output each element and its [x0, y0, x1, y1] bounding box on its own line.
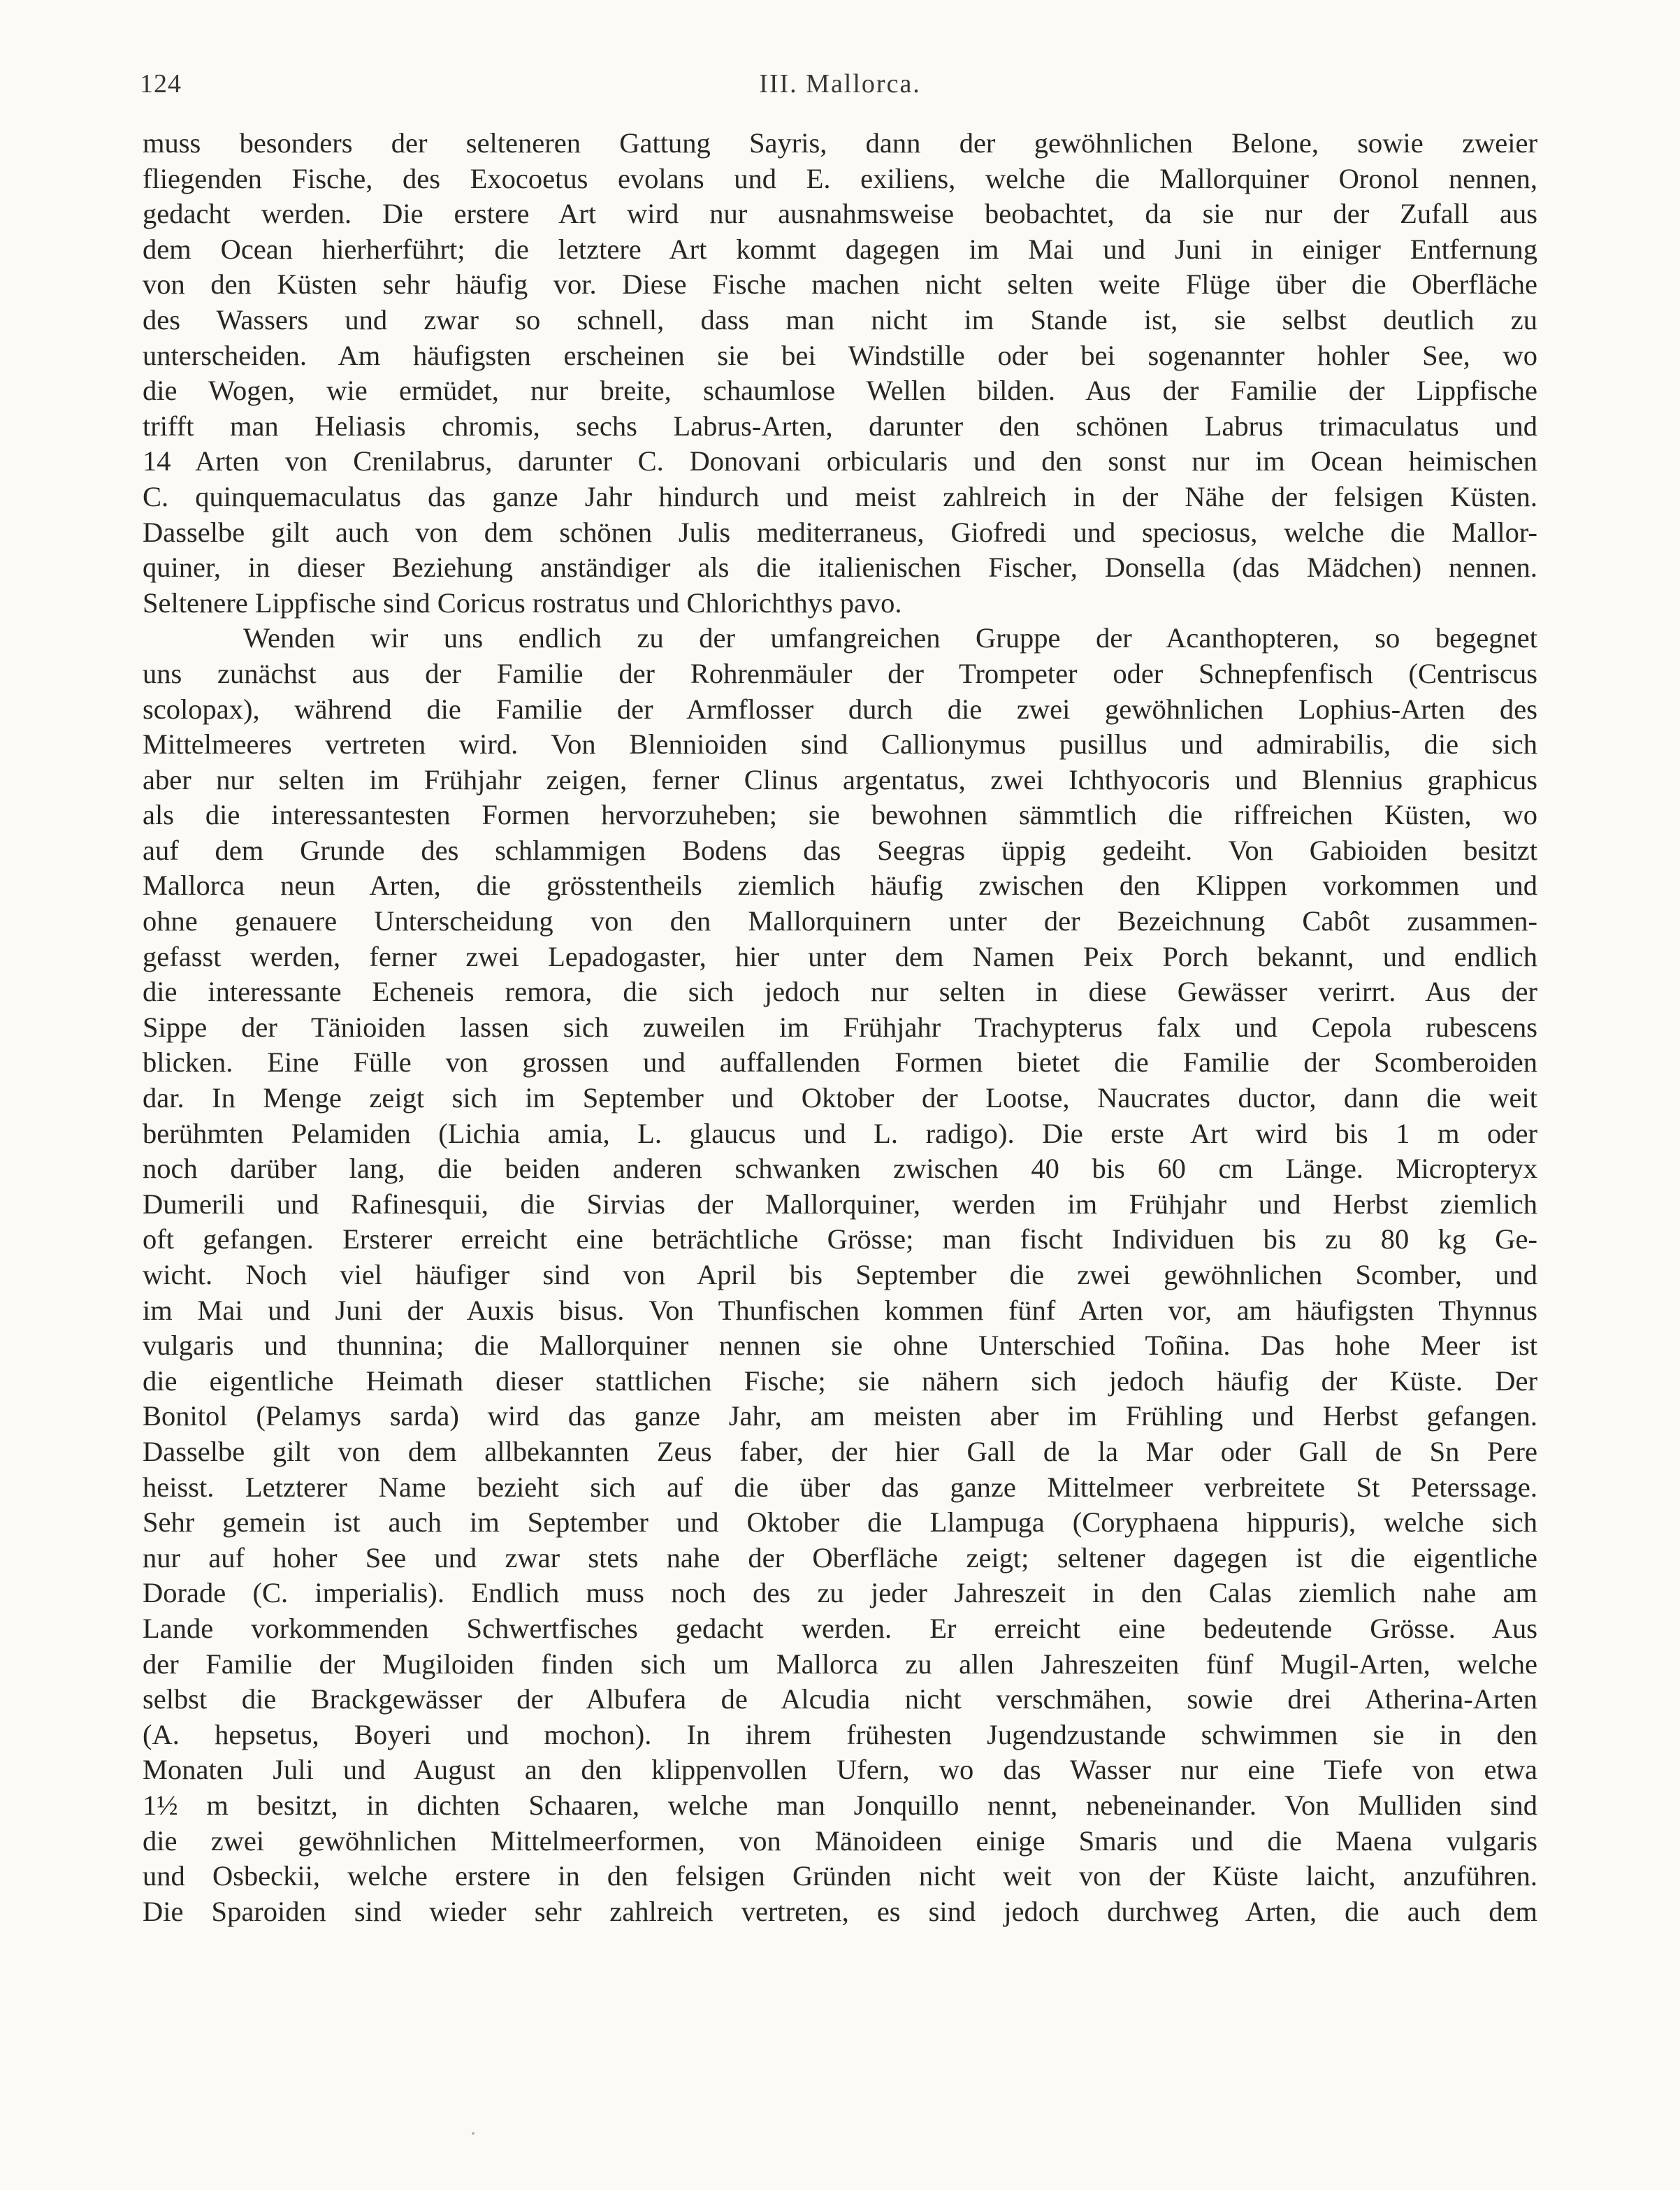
- text-line: die zwei gewöhnlichen Mittelmeerformen, von Mänoideen einige Smaris und die Maena vulgaris: [143, 1824, 1537, 1857]
- text-line: selbst die Brackgewässer der Albufera de Alcudia nicht verschmähen, sowie drei Atherina-Arten: [143, 1683, 1537, 1715]
- text-line: auf dem Grunde des schlammigen Bodens das Seegras üppig gedeiht. Von Gabioiden besitzt: [143, 834, 1537, 866]
- text-line: muss besonders der selteneren Gattung Sayris, dann der gewöhnlichen Belone, sowie zweier: [143, 127, 1537, 159]
- text-line: Dasselbe gilt von dem allbekannten Zeus faber, der hier Gall de la Mar oder Gall de Sn Pere: [143, 1435, 1537, 1467]
- text-line: die eigentliche Heimath dieser stattlichen Fische; sie nähern sich jedoch häufig der Küste. Der: [143, 1364, 1537, 1397]
- text-line: blicken. Eine Fülle von grossen und auffallenden Formen bietet die Familie der Scomberoiden: [143, 1046, 1537, 1079]
- running-header: [140, 69, 1540, 110]
- text-line: uns zunächst aus der Familie der Rohrenmäuler der Trompeter oder Schnepfenfisch (Centriscus: [143, 657, 1537, 689]
- text-line: unterscheiden. Am häufigsten erscheinen sie bei Windstille oder bei sogenannter hohler See, wo: [143, 339, 1537, 371]
- text-line: scolopax), während die Familie der Armflosser durch die zwei gewöhnlichen Lophius-Arten des: [143, 693, 1537, 725]
- text-line: (A. hepsetus, Boyeri und mochon). In ihrem frühesten Jugendzustande schwimmen sie in den: [143, 1718, 1537, 1750]
- chapter-title: III. Mallorca.: [759, 69, 921, 99]
- text-line: quiner, in dieser Beziehung anständiger als die italienischen Fischer, Donsella (das Mädchen) nennen.: [143, 552, 1537, 584]
- text-line: vulgaris und thunnina; die Mallorquiner nennen sie ohne Unterschied Toñina. Das hohe Meer ist: [143, 1330, 1537, 1362]
- text-line: Bonitol (Pelamys sarda) wird das ganze Jahr, am meisten aber im Frühling und Herbst gefangen.: [143, 1400, 1537, 1432]
- text-line: Lande vorkommenden Schwertfisches gedacht werden. Er erreicht eine bedeutende Grösse. Aus: [143, 1612, 1537, 1644]
- text-line: oft gefangen. Ersterer erreicht eine beträchtliche Grösse; man fischt Individuen bis zu 80 kg Ge-: [143, 1223, 1537, 1255]
- text-line: gefasst werden, ferner zwei Lepadogaster, hier unter dem Namen Peix Porch bekannt, und endlich: [143, 940, 1537, 972]
- text-line: ohne genauere Unterscheidung von den Mallorquinern unter der Bezeichnung Cabôt zusammen-: [143, 905, 1537, 937]
- text-line: Sehr gemein ist auch im September und Oktober die Llampuga (Coryphaena hippuris), welche sich: [143, 1506, 1537, 1539]
- text-line: 14 Arten von Crenilabrus, darunter C. Donovani orbicularis und den sonst nur im Ocean heimischen: [143, 445, 1537, 477]
- text-line: als die interessantesten Formen hervorzuheben; sie bewohnen sämmtlich die riffreichen Küsten, wo: [143, 799, 1537, 831]
- text-line: Mittelmeeres vertreten wird. Von Blennioiden sind Callionymus pusillus und admirabilis, die sich: [143, 728, 1537, 761]
- text-line: berühmten Pelamiden (Lichia amia, L. glaucus und L. radigo). Die erste Art wird bis 1 m oder: [143, 1117, 1537, 1149]
- text-line: und Osbeckii, welche erstere in den felsigen Gründen nicht weit von der Küste laicht, anzuführen.: [143, 1860, 1537, 1892]
- body-text: [143, 126, 1537, 1929]
- text-line: die Wogen, wie ermüdet, nur breite, schaumlose Wellen bilden. Aus der Familie der Lippfische: [143, 375, 1537, 407]
- text-line: Die Sparoiden sind wieder sehr zahlreich vertreten, es sind jedoch durchweg Arten, die auch dem: [143, 1895, 1537, 1927]
- text-line: Mallorca neun Arten, die grösstentheils ziemlich häufig zwischen den Klippen vorkommen und: [143, 870, 1537, 902]
- text-line: C. quinquemaculatus das ganze Jahr hindurch und meist zahlreich in der Nähe der felsigen Küsten.: [143, 480, 1537, 512]
- text-line: fliegenden Fische, des Exocoetus evolans und E. exiliens, welche die Mallorquiner Oronol nennen,: [143, 162, 1537, 194]
- text-line: des Wassers und zwar so schnell, dass man nicht im Stande ist, sie selbst deutlich zu: [143, 303, 1537, 336]
- text-line: wicht. Noch viel häufiger sind von April bis September die zwei gewöhnlichen Scomber, und: [143, 1259, 1537, 1290]
- text-line: im Mai und Juni der Auxis bisus. Von Thunfischen kommen fünf Arten vor, am häufigsten Thynnus: [143, 1294, 1537, 1326]
- text-line: der Familie der Mugiloiden finden sich um Mallorca zu allen Jahreszeiten fünf Mugil-Arten, welche: [143, 1648, 1537, 1680]
- page-speck: [472, 2132, 475, 2135]
- text-line: Sippe der Tänioiden lassen sich zuweilen im Frühjahr Trachypterus falx und Cepola rubescens: [143, 1011, 1537, 1043]
- text-line: aber nur selten im Frühjahr zeigen, ferner Clinus argentatus, zwei Ichthyocoris und Blennius graphicus: [143, 763, 1537, 795]
- text-line: Dasselbe gilt auch von dem schönen Julis mediterraneus, Giofredi und speciosus, welche die Mallor-: [143, 516, 1537, 548]
- text-line: Dorade (C. imperialis). Endlich muss noch des zu jeder Jahreszeit in den Calas ziemlich nahe am: [143, 1577, 1537, 1609]
- text-line: die interessante Echeneis remora, die sich jedoch nur selten in diese Gewässer verirrt. Aus der: [143, 976, 1537, 1008]
- text-line: Dumerili und Rafinesquii, die Sirvias der Mallorquiner, werden im Frühjahr und Herbst ziemlich: [143, 1188, 1537, 1220]
- text-line: noch darüber lang, die beiden anderen schwanken zwischen 40 bis 60 cm Länge. Micropteryx: [143, 1153, 1537, 1185]
- text-line: gedacht werden. Die erstere Art wird nur ausnahmsweise beobachtet, da sie nur der Zufall aus: [143, 198, 1537, 230]
- text-line: 1½ m besitzt, in dichten Schaaren, welche man Jonquillo nennt, nebeneinander. Von Mulliden sind: [143, 1789, 1537, 1821]
- paragraph-start-line: Wenden wir uns endlich zu der umfangreichen Gruppe der Acanthopteren, so begegnet: [243, 622, 1537, 654]
- text-line: dem Ocean hierherführt; die letztere Art kommt dagegen im Mai und Juni in einiger Entfernung: [143, 233, 1537, 265]
- paragraph-end-line: Seltenere Lippfische sind Coricus rostratus und Chlorichthys pavo.: [143, 586, 902, 619]
- text-line: Monaten Juli und August an den klippenvollen Ufern, wo das Wasser nur eine Tiefe von etwa: [143, 1754, 1537, 1786]
- page-number: 124: [140, 69, 182, 99]
- text-line: heisst. Letzterer Name bezieht sich auf die über das ganze Mittelmeer verbreitete St Peterssage.: [143, 1471, 1537, 1503]
- text-line: dar. In Menge zeigt sich im September und Oktober der Lootse, Naucrates ductor, dann die weit: [143, 1082, 1537, 1114]
- text-line: trifft man Heliasis chromis, sechs Labrus-Arten, darunter den schönen Labrus trimaculatus und: [143, 410, 1537, 442]
- text-line: von den Küsten sehr häufig vor. Diese Fische machen nicht selten weite Flüge über die Oberfläche: [143, 268, 1537, 301]
- text-line: nur auf hoher See und zwar stets nahe der Oberfläche zeigt; seltener dagegen ist die eigentliche: [143, 1541, 1537, 1573]
